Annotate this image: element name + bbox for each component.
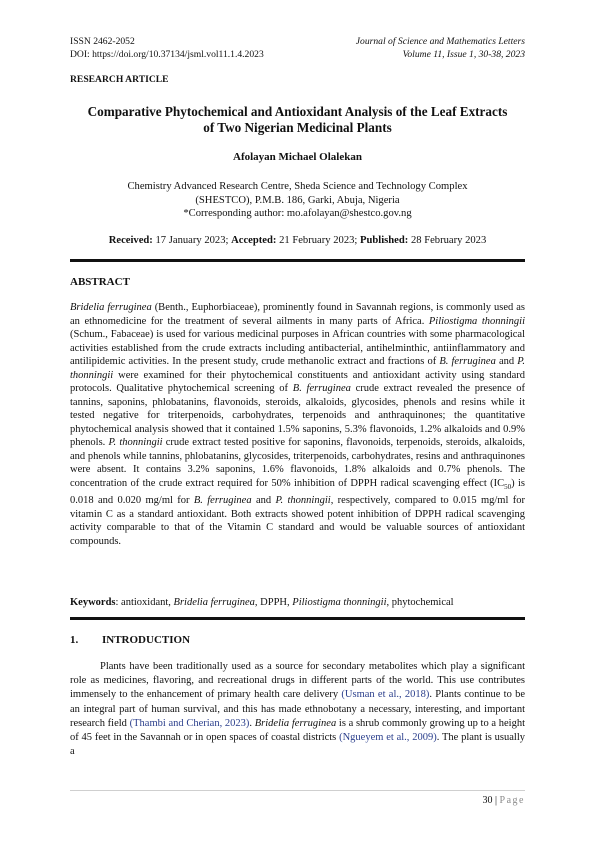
affiliation-line-1: Chemistry Advanced Research Centre, Sheda Science and Technology Complex: [127, 181, 468, 192]
paper-title: [60, 104, 535, 135]
citation-link[interactable]: (Usman et al., 2018): [341, 689, 430, 701]
species-name: Bridelia ferruginea: [70, 302, 152, 313]
footer-divider: [70, 790, 525, 791]
received-date: 17 January 2023;: [155, 235, 229, 246]
page-separator: |: [495, 795, 498, 806]
published-label: Published:: [360, 235, 409, 246]
section-title: INTRODUCTION: [102, 634, 191, 646]
subscript: 50: [504, 482, 512, 491]
volume-info: Volume 11, Issue 1, 30-38, 2023: [402, 49, 525, 60]
accepted-label: Accepted:: [231, 235, 277, 246]
citation-link[interactable]: (Ngueyem et al., 2009): [339, 732, 437, 744]
title-line-2: of Two Nigerian Medicinal Plants: [203, 119, 392, 135]
journal-name: Journal of Science and Mathematics Letters: [355, 36, 525, 47]
corresponding-author: *Corresponding author: mo.afolayan@shestco.gov.ng: [183, 208, 412, 220]
received-label: Received:: [108, 235, 153, 246]
species-name: Bridelia ferruginea: [254, 717, 337, 729]
keywords: Keywords: antioxidant, Bridelia ferruginea, DPPH, Piliostigma thonningii, phytochemical: [70, 597, 454, 608]
keyword-species: Bridelia ferruginea: [173, 597, 255, 608]
title-line-1: Comparative Phytochemical and Antioxidant Analysis of the Leaf Extracts: [87, 104, 508, 119]
page-number: 30: [482, 795, 493, 806]
abstract-heading: ABSTRACT: [70, 276, 130, 288]
species-name: B. ferruginea: [439, 356, 496, 367]
author-name: Afolayan Michael Olalekan: [233, 151, 362, 163]
section-heading: [70, 634, 190, 646]
keywords-label: Keywords: [70, 597, 116, 608]
abstract-text: Bridelia ferruginea (Benth., Euphorbiaceae), prominently found in Savannah regions, is commonly used as an ethnomedicine for the treatment of several ailments in many parts of Africa. Piliostigma thonningii (Schum., Fabaceae) is used for various medicinal purposes in African countries with some pharmacological activities established from the crude extracts including antibacterial, antihelminthic, antiinflammatory and antilipidemic activities. In the present study, crude methanolic extract and fractions of B. ferruginea and P. thonningii were examined for their phytochemical constituents and antioxidant activity using standard protocols. Qualitative phytochemical screening of B. ferruginea crude extract revealed the presence of tannins, saponins, phlobatanins, flavonoids, steroids, alkaloids, glycosides, phenols and resins while it tested negative for triterpenoids, carbohydrates, terpenoids and anthraquinones; the quantitative phytochemical analysis showed that it contained 1.5% saponins, 5.3% flavonoids, 1.2% alkaloids and 0.9% phenols. P. thonningii crude extract tested positive for saponins, flavonoids, terpenoids, steroids, alkaloids, and phenols while tannins, phlobatanins, glycosides, triterpenoids, carbohydrates, resins and anthraquinones were absent. It contains 3.2% saponins, 1.6% flavonoids, 1.8% alkaloids and 0.7% phenols. The concentration of the crude extract required for 50% inhibition of DPPH radical scavenging effect $(IC_{50})$ is 0.018 and 0.020 mg/ml for B. ferruginea and P. thonningii, respectively, compared to 0.015 mg/ml for vitamin C as a standard antioxidant. Both extracts showed potent inhibition of DPPH radical scavenging activity comparable to that of the Vitamin C standard and would be valuable sources of antioxidant compounds.: [70, 302, 525, 547]
divider-top: [70, 259, 525, 262]
keyword-species: Piliostigma thonningii: [292, 597, 387, 608]
page-label: Page: [499, 795, 525, 806]
introduction-paragraph: Plants have been traditionally used as a source for secondary metabolites which play a significant role as medicines, flavoring, and recreational drugs in different parts of the world. This use contributes immensely to the enhancement of primary health care delivery (Usman et al., 2018). Plants continue to be an integral part of human survival, and this has made ethnobotany a necessary, interesting, and important research field (Thambi and Cherian, 2023). Bridelia ferruginea is a shrub commonly growing up to a height of 45 feet in the Savannah or in open spaces of coastal districts (Ngueyem et al., 2009). The plant is usually a: [70, 661, 526, 758]
issn: ISSN 2462-2052: [70, 36, 135, 47]
published-date: 28 February 2023: [410, 235, 487, 246]
publication-dates: [70, 235, 525, 246]
affiliation: [70, 180, 525, 221]
affiliation-line-2: (SHESTCO), P.M.B. 186, Garki, Abuja, Nigeria: [195, 194, 400, 206]
doi: DOI: https://doi.org/10.37134/jsml.vol11.1.4.2023: [70, 49, 264, 60]
species-name: P. thonningii: [108, 437, 163, 448]
section-number: 1.: [70, 634, 79, 646]
page-footer: [483, 795, 525, 806]
species-name: B. ferruginea: [292, 383, 351, 394]
species-name: Piliostigma thonningii: [428, 315, 525, 327]
citation-link[interactable]: (Thambi and Cherian, 2023): [129, 717, 250, 729]
species-name: P. thonningii: [70, 356, 525, 381]
species-name: P. thonningii: [275, 495, 331, 507]
header-left: [70, 35, 264, 61]
divider-bottom: [70, 617, 525, 620]
article-type: RESEARCH ARTICLE: [70, 74, 169, 85]
header-right: [356, 35, 525, 61]
species-name: B. ferruginea: [193, 495, 252, 507]
accepted-date: 21 February 2023;: [279, 235, 358, 246]
